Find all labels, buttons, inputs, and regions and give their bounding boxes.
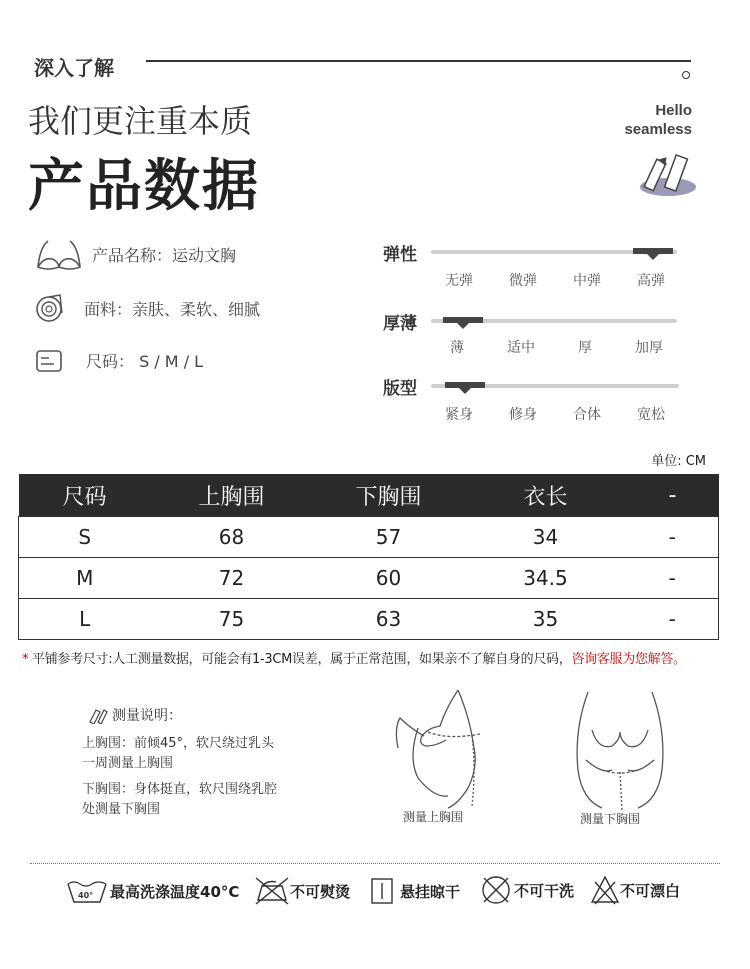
scale-option: 薄: [450, 340, 464, 356]
table-cell: -: [627, 558, 719, 599]
scale-marker: [443, 317, 483, 323]
scale-option: 高弹: [637, 273, 665, 289]
iron-label: 不可熨烫: [290, 882, 351, 901]
care-dry: [480, 874, 574, 906]
measure-guide: [82, 706, 277, 820]
scale-label: 版型: [383, 379, 417, 399]
scale-options: [425, 337, 681, 357]
page-title: 产品数据: [28, 154, 260, 219]
note-star: *: [22, 652, 29, 667]
guide-title: 测量说明：: [112, 708, 182, 724]
product-name: 产品名称：运动文胸: [92, 245, 237, 265]
scale-options: [427, 270, 683, 290]
note-text: 平铺参考尺寸:人工测量数据，可能会有1-3CM误差，属于正常范围，如果亲不了解自身的尺码，: [28, 652, 572, 667]
table-cell: M: [19, 558, 151, 599]
ruler-pen-icon: [636, 150, 698, 200]
caption-upper: 测量上胸围: [403, 810, 464, 824]
dry-label: 不可干洗: [514, 881, 575, 900]
wash-label: 最高洗涤温度40°C: [110, 882, 240, 901]
table-cell: 57: [313, 517, 465, 558]
table-row: [19, 558, 719, 599]
table-cell: 35: [465, 599, 627, 640]
table-cell: 68: [151, 517, 313, 558]
table-cell: 72: [151, 558, 313, 599]
bleach-label: 不可漂白: [620, 881, 681, 900]
note-contact: 咨询客服为您解答。: [571, 652, 686, 667]
size-tag-icon: [34, 342, 82, 378]
table-header: -: [627, 474, 719, 517]
table-cell: 34: [465, 517, 627, 558]
table-cell: 75: [151, 599, 313, 640]
table-header-row: [19, 474, 719, 517]
scale-option: 适中: [507, 340, 535, 356]
seamless-text: seamless: [624, 121, 692, 138]
section-title: 深入了解: [34, 56, 114, 80]
fabric-roll-icon: [34, 290, 82, 326]
info-size-row: [34, 342, 203, 378]
wash-temp-label: 40°: [78, 891, 94, 900]
scale-option: 宽松: [637, 407, 665, 423]
table-cell: S: [19, 517, 151, 558]
table-cell: -: [627, 599, 719, 640]
unit-label: 单位: CM: [651, 454, 706, 469]
table-header: 衣长: [465, 474, 627, 517]
table-cell: 34.5: [465, 558, 627, 599]
scale-label: 弹性: [383, 245, 417, 265]
guide-lower-line: 处测量下胸围: [82, 802, 161, 817]
table-cell: L: [19, 599, 151, 640]
scale-marker: [633, 248, 673, 254]
scale-thickness: [383, 309, 683, 356]
table-header: 上胸围: [151, 474, 313, 517]
table-cell: 63: [313, 599, 465, 640]
care-divider: [30, 863, 720, 864]
tagline: 我们更注重本质: [28, 102, 253, 140]
info-name-row: [34, 236, 236, 272]
scale-elasticity: [383, 240, 683, 289]
table-row: [19, 599, 719, 640]
table-cell: -: [627, 517, 719, 558]
wash-tub-icon: [66, 876, 108, 906]
scale-option: 合体: [573, 407, 601, 423]
scale-fit: [383, 374, 683, 423]
header-divider: [146, 60, 691, 62]
guide-upper-line: 上胸围：前倾45°，软尺绕过乳头: [82, 736, 275, 751]
table-header: 尺码: [19, 474, 151, 517]
care-hang: [370, 876, 460, 906]
hang-dry-icon: [370, 876, 396, 906]
scale-label: 厚薄: [383, 314, 417, 334]
info-fabric-row: [34, 290, 260, 326]
scale-option: 修身: [509, 407, 537, 423]
scale-track: [431, 384, 679, 388]
no-bleach-icon: [590, 874, 620, 906]
size-table: [18, 474, 719, 640]
bra-icon: [34, 236, 82, 272]
hello-badge: [624, 101, 692, 139]
scale-option: 紧身: [445, 407, 473, 423]
table-header: 下胸围: [313, 474, 465, 517]
scale-track: [431, 319, 677, 323]
care-bleach: [590, 874, 680, 906]
guide-upper-line: 一周测量上胸围: [82, 756, 174, 771]
upper-bust-illustration: [388, 688, 508, 810]
scale-options: [427, 404, 683, 424]
no-dryclean-icon: [480, 874, 512, 906]
table-row: [19, 517, 719, 558]
caption-lower: 测量下胸围: [580, 812, 641, 826]
lower-bust-illustration: [568, 690, 672, 812]
sizes: 尺码： S / M / L: [86, 351, 204, 371]
header-dot: [682, 71, 690, 79]
scale-marker: [445, 382, 485, 388]
scale-option: 微弹: [509, 273, 537, 289]
hang-label: 悬挂晾干: [400, 882, 461, 901]
table-cell: 60: [313, 558, 465, 599]
scale-option: 中弹: [573, 273, 601, 289]
scale-option: 加厚: [635, 340, 663, 356]
fabric: 面料：亲肤、柔软、细腻: [84, 299, 261, 319]
care-iron: [254, 876, 350, 906]
care-wash: [66, 876, 239, 906]
scale-option: 厚: [578, 340, 592, 356]
tape-icon: [88, 708, 108, 724]
measurement-note: [22, 648, 686, 667]
scale-track: [431, 250, 677, 254]
scale-option: 无弹: [445, 273, 473, 289]
no-iron-icon: [254, 876, 290, 906]
hello-text: Hello: [655, 102, 692, 119]
guide-lower-line: 下胸围：身体挺直，软尺围绕乳腔: [82, 782, 278, 797]
